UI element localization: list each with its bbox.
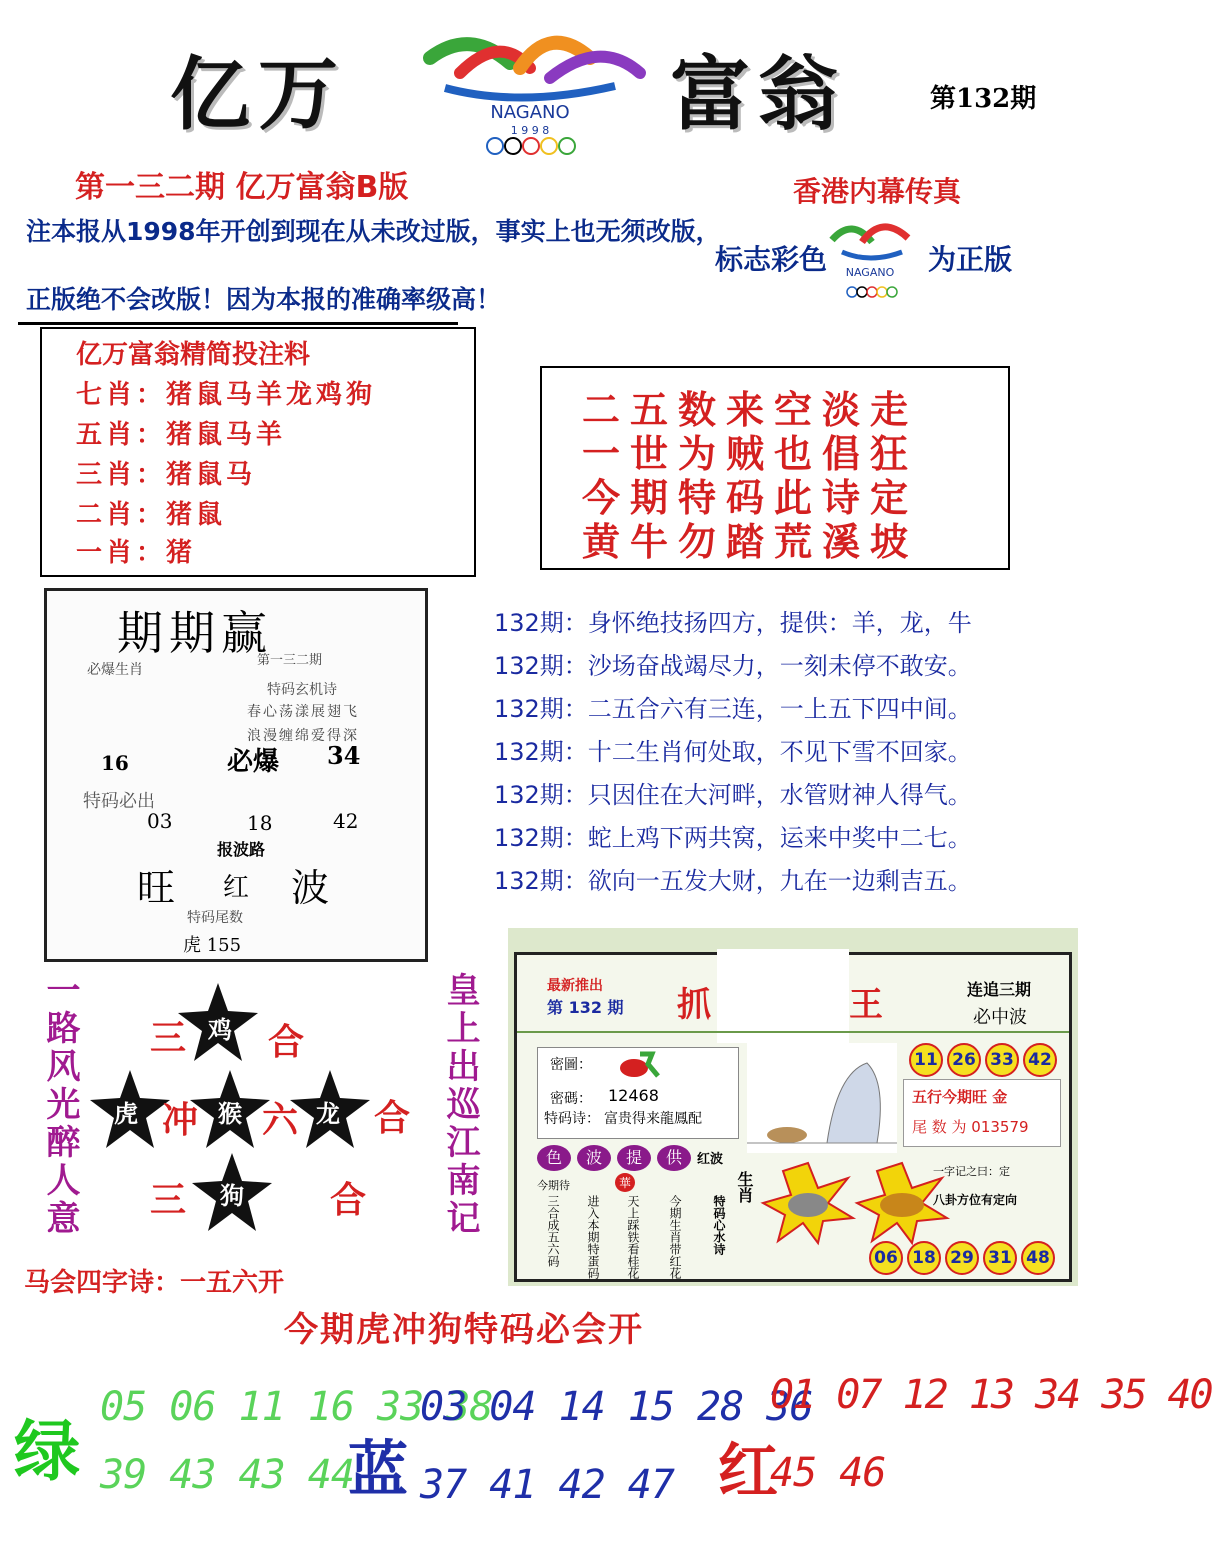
poem-line: 黄牛勿踏荒溪坡	[582, 519, 919, 564]
side-char: 三	[150, 1018, 187, 1059]
panel-sx: 生肖	[735, 1171, 754, 1203]
left-verse: 一路风光醉人意	[40, 972, 80, 1238]
side-char: 合	[268, 1022, 305, 1063]
poem-line: 二五数来空淡走	[582, 387, 919, 432]
ball: 06	[869, 1241, 903, 1275]
clue-line: 132期：欲向一五发大财，九在一边剩吉五。	[494, 867, 972, 895]
clue-line: 132期：只因住在大河畔，水管财神人得气。	[494, 781, 972, 809]
tag: 提	[617, 1145, 651, 1171]
bet-row: 七肖：猪鼠马羊龙鸡狗	[76, 380, 377, 410]
clip-number: 42	[333, 809, 359, 833]
panel-divider	[517, 1031, 1069, 1033]
clip-line: 必爆生肖	[87, 662, 143, 678]
blue-row: 03 04 14 15 28 36	[420, 1384, 813, 1430]
bet-row: 三肖：猪鼠马	[76, 460, 257, 490]
fax-title: 香港内幕传真	[793, 175, 962, 208]
panel-title-a: 抓	[677, 985, 711, 1025]
clip-wave-label: 报波路	[217, 840, 266, 859]
five-elements-box	[903, 1079, 1061, 1147]
clue-list	[494, 602, 972, 903]
clip-sub: 第一三二期	[257, 653, 323, 668]
secret-map-label: 密圖：	[550, 1057, 592, 1073]
clip-tail: 特码尾数	[187, 910, 243, 926]
green-label: 绿	[14, 1413, 80, 1490]
right-verse: 皇上出巡江南记	[440, 972, 480, 1238]
panel-title-b: 王	[849, 985, 883, 1025]
tail-numbers: 尾 数 为 013579	[912, 1118, 1029, 1136]
green-row: 05 06 11 16 33 38	[100, 1384, 493, 1430]
panel-note: 八卦方位有定向	[933, 1193, 1018, 1207]
small-logo	[822, 212, 918, 304]
svg-text:NAGANO: NAGANO	[845, 266, 895, 279]
blue-row: 37 41 42 47	[420, 1462, 674, 1508]
rat-burst-icon	[763, 1163, 853, 1243]
clue-line: 132期：蛇上鸡下两共窝，运来中奖中二七。	[494, 824, 972, 852]
title-right: 富翁	[670, 47, 846, 141]
secret-map-icon	[618, 1050, 662, 1080]
clue-line: 132期：身怀绝技扬四方，提供：羊，龙，牛	[494, 609, 972, 637]
star-dog: 狗	[220, 1182, 244, 1210]
blue-label: 蓝	[348, 1435, 408, 1505]
tag-tail: 红波	[697, 1152, 724, 1167]
ball: 48	[1021, 1241, 1055, 1275]
ball: 31	[983, 1241, 1017, 1275]
poem-box	[540, 366, 1010, 570]
clip-wang: 旺	[137, 866, 176, 910]
nagano-logo	[400, 18, 660, 158]
bottom-balls	[869, 1241, 1059, 1275]
poem-value: 富贵得来龍鳳配	[604, 1111, 702, 1127]
ball: 26	[947, 1043, 981, 1077]
bet-row: 五肖：猪鼠马羊	[76, 420, 287, 450]
intro-heading: 第一三二期 亿万富翁B版	[75, 170, 409, 205]
clip-line: 浪漫缠绵爱得深	[247, 728, 359, 744]
star-tiger: 虎	[114, 1100, 138, 1128]
clip-number: 16	[101, 751, 129, 775]
tag: 波	[577, 1145, 611, 1171]
panel-hua: 華	[615, 1173, 635, 1192]
green-row: 39 43 43 44	[100, 1452, 354, 1498]
star-chicken: 鸡	[208, 1016, 232, 1044]
clip-number: 03	[147, 809, 173, 833]
bet-title: 亿万富翁精简投注料	[76, 340, 311, 370]
clip-line: 特码玄机诗	[267, 682, 337, 698]
code-value: 12468	[608, 1086, 659, 1105]
clip-tiger: 虎 155	[183, 935, 242, 956]
fax-right: 为正版	[928, 243, 1013, 276]
horse-poem: 马会四字诗：一五六开	[24, 1268, 285, 1298]
panel-three: 连追三期	[967, 980, 1032, 999]
fax-left: 标志彩色	[715, 243, 828, 276]
panel-col: 天上踩铁看桂花	[626, 1195, 640, 1279]
bet-box	[40, 327, 476, 577]
panel-qi: 今期待	[537, 1179, 570, 1192]
svg-text:1 9 9 8: 1 9 9 8	[510, 124, 550, 137]
panel-col: 三合成五六码	[546, 1195, 560, 1267]
bet-row: 一肖：猪	[76, 538, 197, 568]
clip-special: 特码必出	[83, 791, 155, 812]
clip-hong: 红	[223, 873, 250, 903]
panel-col: 今期生肖带红花	[668, 1195, 682, 1279]
ball: 42	[1023, 1043, 1057, 1077]
side-char: 合	[330, 1180, 367, 1221]
code-label: 密碼：	[550, 1091, 592, 1107]
panel-latest: 最新推出	[547, 978, 603, 994]
side-char: 冲	[162, 1100, 199, 1141]
illustration	[747, 1043, 897, 1153]
ball: 11	[909, 1043, 943, 1077]
top-balls	[909, 1043, 1061, 1077]
divider	[18, 322, 458, 325]
clip-title: 期期赢	[117, 606, 273, 660]
tag: 色	[537, 1145, 571, 1171]
prediction-panel	[514, 952, 1072, 1282]
panel-col: 特码心水诗	[712, 1195, 726, 1255]
star-dragon: 龙	[316, 1100, 340, 1128]
clue-line: 132期：二五合六有三连，一上五下四中间。	[494, 695, 972, 723]
clue-line: 132期：十二生肖何处取，不见下雪不回家。	[494, 738, 972, 766]
intro-line2: 正版绝不会改版！因为本报的准确率级高！	[26, 285, 502, 314]
poem-line: 今期特码此诗定	[582, 475, 919, 520]
red-row: 45 46	[770, 1450, 886, 1496]
svg-text:NAGANO: NAGANO	[490, 102, 570, 123]
red-row: 01 07 12 13 34 35 40	[770, 1372, 1212, 1418]
star-monkey: 猴	[218, 1100, 242, 1128]
poem-line: 一世为贼也倡狂	[582, 431, 919, 476]
intro-line1: 注本报从1998年开创到现在从未改过版，事实上也无须改版，	[26, 217, 721, 246]
color-tags	[537, 1145, 723, 1171]
clip-number: 18	[247, 811, 273, 835]
side-char: 六	[262, 1100, 299, 1141]
secret-box	[537, 1047, 739, 1139]
red-label: 红	[718, 1437, 778, 1507]
poem-label: 特码诗：	[544, 1111, 600, 1127]
side-char: 合	[374, 1098, 411, 1139]
five-elements: 五行今期旺 金	[912, 1088, 1008, 1106]
panel-col: 进入本期特蛋码	[586, 1195, 600, 1279]
newspaper-clipping	[44, 588, 428, 962]
ball: 33	[985, 1043, 1019, 1077]
clue-line: 132期：沙场奋战竭尽力，一刻未停不敢安。	[494, 652, 972, 680]
panel-must: 必中波	[973, 1007, 1027, 1028]
clip-line: 春心荡漾展翅飞	[247, 704, 359, 720]
ball: 29	[945, 1241, 979, 1275]
side-char: 三	[150, 1180, 187, 1221]
panel-note: 一字记之曰：定	[933, 1165, 1010, 1178]
slogan: 今期虎冲狗特码必会开	[284, 1310, 644, 1350]
tag: 供	[657, 1145, 691, 1171]
clip-bo: 波	[291, 866, 330, 910]
clip-must: 必爆	[227, 747, 280, 777]
bet-row: 二肖：猪鼠	[76, 500, 227, 530]
issue-number: 第132期	[930, 84, 1037, 114]
panel-issue: 第 132 期	[547, 998, 624, 1017]
ball: 18	[907, 1241, 941, 1275]
title-left: 亿万	[170, 47, 346, 141]
panel-mask	[717, 949, 849, 1043]
clip-number: 34	[327, 741, 361, 770]
